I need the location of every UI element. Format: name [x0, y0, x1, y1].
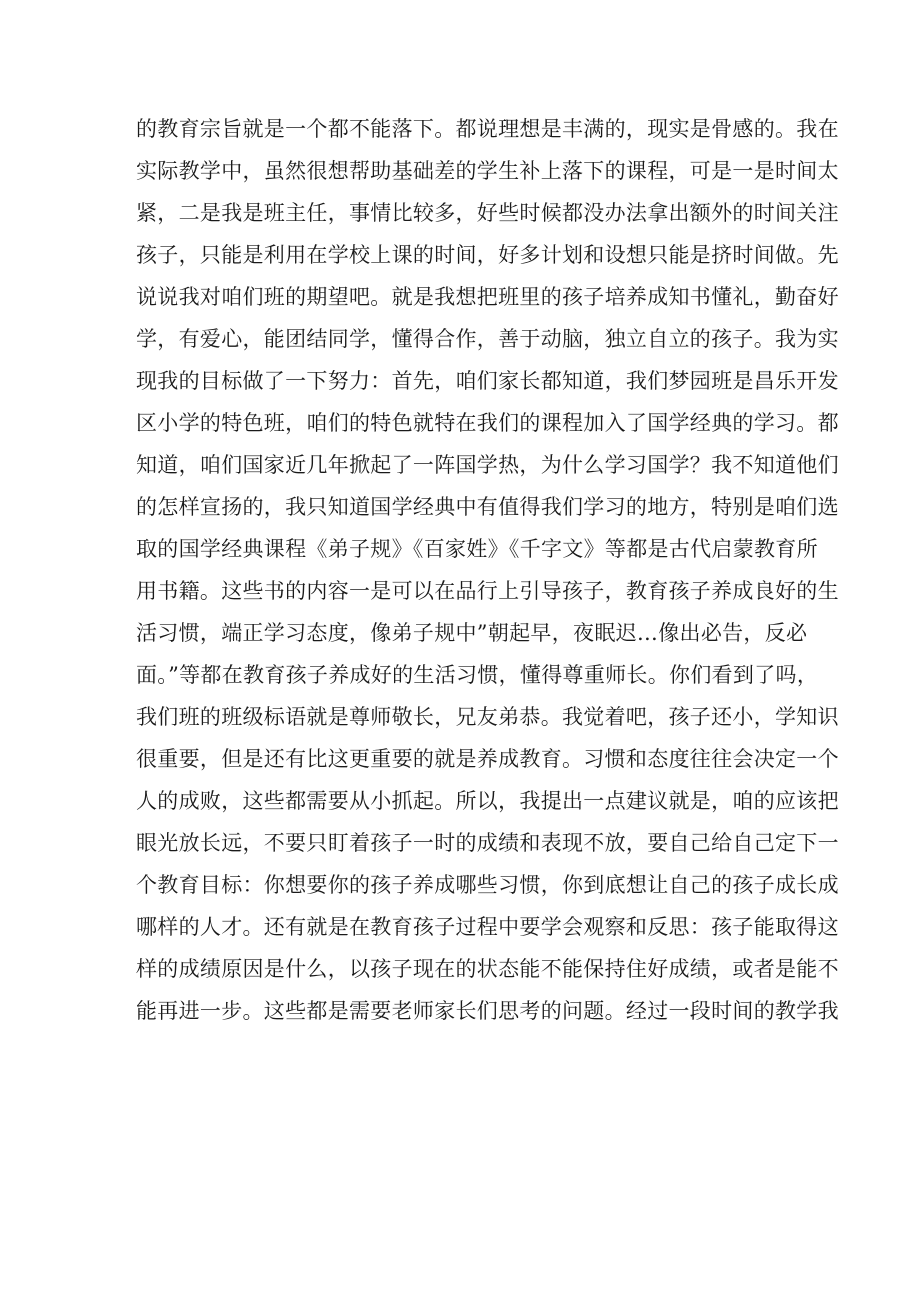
text-line-1: 的教育宗旨就是一个都不能落下。都说理想是丰满的，现实是骨感的。我在 — [136, 117, 839, 141]
text-line-10: 的怎样宣扬的，我只知道国学经典中有值得我们学习的地方，特别是咱们选 — [136, 495, 839, 519]
text-line-7: 现我的目标做了一下努力：首先，咱们家长都知道，我们梦园班是昌乐开发 — [136, 369, 839, 393]
text-line-12: 用书籍。这些书的内容一是可以在品行上引导孩子，教育孩子养成良好的生 — [136, 579, 839, 603]
text-line-18: 眼光放长远，不要只盯着孩子一时的成绩和表现不放，要自己给自己定下一 — [136, 831, 839, 855]
body-paragraph — [136, 108, 839, 1032]
text-line-19: 个教育目标：你想要你的孩子养成哪些习惯，你到底想让自己的孩子成长成 — [136, 873, 839, 897]
text-line-15: 我们班的班级标语就是尊师敬长，兄友弟恭。我觉着吧，孩子还小，学知识 — [136, 705, 839, 729]
text-line-20: 哪样的人才。还有就是在教育孩子过程中要学会观察和反思：孩子能取得这 — [136, 915, 839, 939]
text-line-4: 孩子，只能是利用在学校上课的时间，好多计划和设想只能是挤时间做。先 — [136, 243, 839, 267]
text-line-11: 取的国学经典课程《弟子规》《百家姓》《千字文》等都是古代启蒙教育所 — [136, 537, 818, 561]
text-line-6: 学，有爱心，能团结同学，懂得合作，善于动脑，独立自立的孩子。我为实 — [136, 327, 839, 351]
text-line-17: 人的成败，这些都需要从小抓起。所以，我提出一点建议就是，咱的应该把 — [136, 789, 839, 813]
text-line-16: 很重要，但是还有比这更重要的就是养成教育。习惯和态度往往会决定一个 — [136, 747, 839, 771]
text-line-14: 面。”等都在教育孩子养成好的生活习惯，懂得尊重师长。你们看到了吗， — [136, 663, 819, 687]
text-line-3: 紧，二是我是班主任，事情比较多，好些时候都没办法拿出额外的时间关注 — [136, 201, 839, 225]
text-line-21: 样的成绩原因是什么，以孩子现在的状态能不能保持住好成绩，或者是能不 — [136, 957, 839, 981]
text-line-5: 说说我对咱们班的期望吧。就是我想把班里的孩子培养成知书懂礼，勤奋好 — [136, 285, 839, 309]
text-line-13: 活习惯，端正学习态度，像弟子规中”朝起早，夜眠迟…像出必告，反必 — [136, 621, 808, 645]
text-line-2: 实际教学中，虽然很想帮助基础差的学生补上落下的课程，可是一是时间太 — [136, 159, 839, 183]
text-line-9: 知道，咱们国家近几年掀起了一阵国学热，为什么学习国学？我不知道他们 — [136, 453, 839, 477]
text-line-22: 能再进一步。这些都是需要老师家长们思考的问题。经过一段时间的教学我 — [136, 999, 839, 1023]
text-line-8: 区小学的特色班，咱们的特色就特在我们的课程加入了国学经典的学习。都 — [136, 411, 839, 435]
